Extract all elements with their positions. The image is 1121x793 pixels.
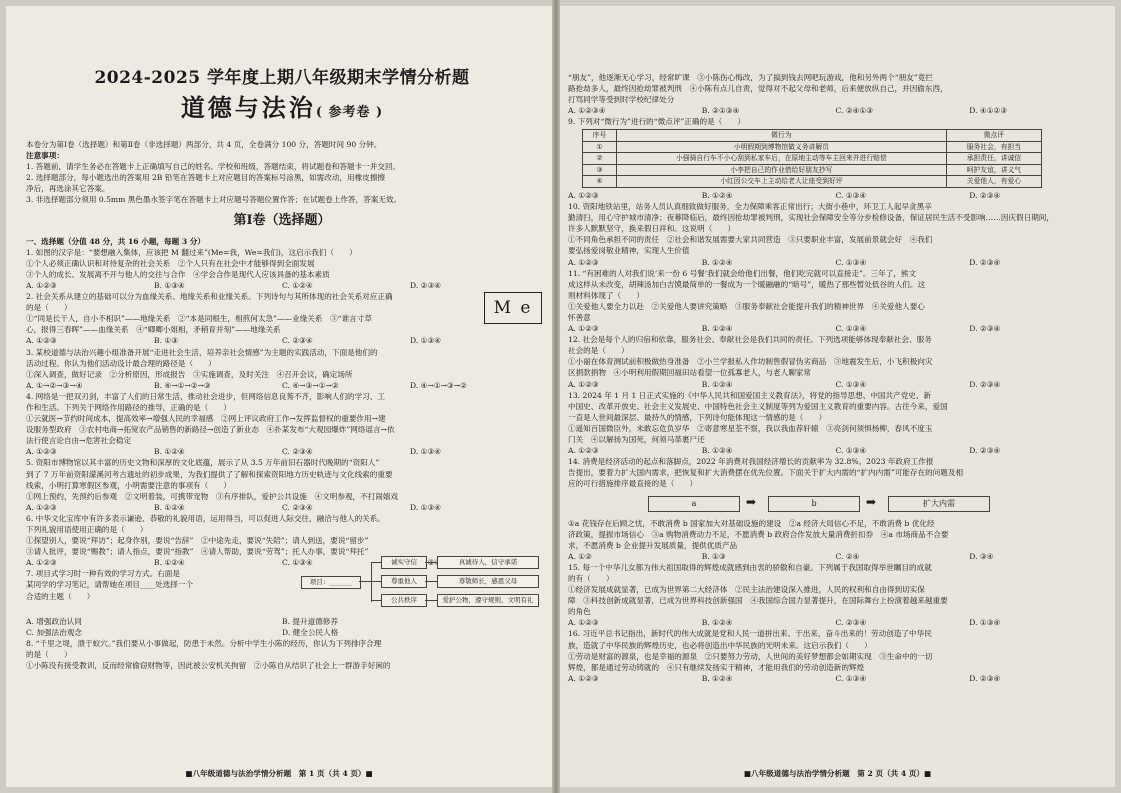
answer-option: B. ①②④ <box>701 618 733 628</box>
answer-option: C. ①③④ <box>835 379 867 389</box>
table-cell: ④ <box>583 176 617 188</box>
table-cell: ① <box>583 141 617 153</box>
question-text: 某同学的学习笔记，请帮她在项目____处选择一个 <box>26 580 194 590</box>
instruction-line: 3. 非选择题部分须用 0.5mm 黑色墨水签字笔在答题卡上对应题号答题位置作答；在试题卷上作答，答案无效。 <box>26 195 402 205</box>
answer-option: A. ①②③ <box>26 280 57 290</box>
question-text: 法行使言论自由→危害社会稳定 <box>26 436 132 446</box>
answer-option: C. ①③④ <box>282 558 313 568</box>
question-text: 路抢劫多人，最终因抢劫罪被判刑 ④小陈有点儿自责，觉得对不起父母和老师，后来便放纵自己，并因偷东西， <box>568 84 948 94</box>
table-cell: 服务社会，有担当 <box>946 141 1041 153</box>
table-cell: 关爱他人，有爱心 <box>946 176 1041 188</box>
page-footer-left: ■八年级道德与法治学情分析题 第 1 页（共 4 页）■ <box>185 769 373 778</box>
instruction-line: 本卷分为第Ⅰ卷（选择题）和第Ⅱ卷（非选择题）两部分，共 4 页，全卷满分 100 分，答题时间 90 分钟。 <box>26 140 382 149</box>
answer-option: B. ②①③④ <box>701 106 740 116</box>
answer-option: D. ②③④ <box>969 324 1001 334</box>
answer-option: A. ①② <box>568 551 592 561</box>
table-header: 微行为 <box>616 130 946 142</box>
answer-option: C. ②③④ <box>282 447 313 457</box>
answer-option: B. ④→①→②→③ <box>154 380 211 390</box>
answer-options <box>26 502 538 513</box>
answer-option: D. ④→①→③→② <box>410 380 467 390</box>
question-text: 16. 习近平总书记指出，新时代的伟大成就是党和人民一道拼出来、干出来，奋斗出来的！劳动创造了中华民 <box>568 629 932 639</box>
diagram-connector <box>371 581 381 582</box>
flow-box-a: a <box>648 496 740 512</box>
diagram-connector <box>425 562 437 563</box>
question-text: ①小陈没有接受教训，反而经常偷窃财物等，因此被公安机关拘留 ②小陈自从结识了社会上一群游手好闲的 <box>26 661 391 671</box>
question-text: 求，不愿消费 b 企业提升发展质量，提供优质产品 <box>568 540 738 550</box>
table-row <box>583 141 1042 153</box>
question-text: 社会的是（ ） <box>568 346 629 356</box>
answer-option: C. ①③④ <box>835 673 867 683</box>
question-text: ①关爱他人要全力以赴 ②关爱他人要讲究策略 ③服务奉献社会能提升我们的精神世界 ④关爱他人要心 <box>568 301 925 311</box>
study-notes-diagram <box>26 556 538 612</box>
answer-option: C. ①②④ <box>282 280 313 290</box>
answer-options <box>568 617 1103 628</box>
instruction-line: 2. 选择题部分，每小题选出的答案用 2B 铅笔在答题卡上对应题目的答案标号涂黑，如需改动，用橡皮擦擦 <box>26 173 386 183</box>
question-text: 族，造就了中华民族的辉煌历史，也必将创造出中华民族的光明未来。这启示我们（ ） <box>568 640 872 650</box>
flow-arrow-icon: ➡ <box>746 494 757 509</box>
answer-option: D. ②③④ <box>969 257 1001 267</box>
question-text: ①劳动是财富的源泉，也是幸福的源泉 ②只要努力劳动，人世间的美好梦想都会如期实现 ③生命中的一切 <box>568 651 933 661</box>
answer-option: A. ①②③ <box>568 324 599 334</box>
exam-title: 2024-2025 学年度上期八年级期末学情分析题 <box>94 68 470 88</box>
section-title: 第Ⅰ卷（选择题） <box>233 212 331 228</box>
answer-option: B. 提升道德修养 <box>282 616 338 626</box>
question-text: 障 ③科技创新成就显著，已成为世界科技创新强国 ④我国综合国力显著提升，在国际舞台上扮演着越来越重要 <box>568 596 948 606</box>
answer-option: A. ①→②→③→④ <box>26 380 83 390</box>
answer-option: B. ①③ <box>701 551 726 561</box>
answer-option: C. ①③④ <box>835 257 867 267</box>
table-cell: ② <box>583 153 617 165</box>
table-cell: 呵护友谊，讲义气 <box>946 164 1041 176</box>
question-text: 辉煌，都是通过劳动铸就的 ④只有继续发扬实干精神，才能用我们的劳动创造新的辉煌 <box>568 662 865 672</box>
question-text: ①遥知百国微臣外，未敢忘危负岁华 ②寄意寒星荃不察，我以我血荐轩辕 ③亮剑何须惧杨柳，春风不度玉 <box>568 423 933 433</box>
question-text: 的有（ ） <box>568 573 614 583</box>
answer-options <box>26 335 538 346</box>
diagram-topic-box: 诚实守信 <box>381 556 427 569</box>
question-text: 1. 如图的汉字是：“要想融入集体，应该把 M 翻过来”(Me=我，We=我们)，这启示我们（ ） <box>26 247 357 257</box>
answer-option: A. ①②③ <box>568 257 599 267</box>
table-cell: 小明假期到博物馆做义务讲解员 <box>616 141 946 153</box>
question-text: 济政策，提振市场信心 ③a 购物消费动力不足，不愿消费 b 政府合作发放大量消费折扣券 ④a 市场商品不合要 <box>568 529 949 539</box>
answer-option: A. ①②③ <box>568 379 599 389</box>
question-list-right-top <box>568 72 1103 127</box>
question-text: 告提出，要着力扩大国内需求，把恢复和扩大消费摆在优先位置。下面关于扩大内需的“扩内内需”可能存在的问题及相 <box>568 468 964 478</box>
question-text: 线索，小明打算寒假区参观，小明需要注意的事项有（ ） <box>26 480 232 490</box>
question-text: 的是（ ） <box>26 303 72 313</box>
answer-option: C. ②③④ <box>282 336 313 346</box>
diagram-topic-box: 尊重他人 <box>381 575 427 588</box>
question-text: ①网上预约，先预约后参观 ②文明着装，可携带宠物 ③有序排队，爱护公共设施 ④文明参观，不打闹嬉戏 <box>26 491 399 501</box>
question-text: 活动过程。你认为他们活动设计最合理的路径是（ ） <box>26 358 216 368</box>
instruction-line: 注意事项： <box>26 151 64 161</box>
diagram-connector <box>425 581 437 582</box>
exam-page-right <box>560 6 1115 787</box>
answer-options <box>568 551 1103 562</box>
question-text: ③个人的成长、发展离不开与他人的交往与合作 ④学会合作是现代人应该具备的基本素质 <box>26 269 330 279</box>
answer-option: C. ②④①③ <box>835 106 874 116</box>
question-text: 3. 某校道德与法治兴趣小组准备开展“走进社会生活，培养亲社会情感”为主题的实践活动，下面是他们的 <box>26 347 378 357</box>
question-text: 7. 项目式学习时一种有效的学习方式。右面是 <box>26 569 180 579</box>
diagram-topic-box: 公共秩序 <box>381 594 427 607</box>
table-cell: 小强骑自行车不小心刮到私家车后，在原地主动等车主回来并进行赔偿 <box>616 153 946 165</box>
answer-option: A. ①②③ <box>568 446 599 456</box>
question-text: ①云就医→节约时间成本，提高效率→增强人民的幸福感 ②网上评议政府工作→发挥监督权的重要作用→建 <box>26 414 386 424</box>
exam-page-left <box>6 6 552 787</box>
question-text: 9. 下列对“微行为”进行的“微点评”正确的是（ ） <box>568 117 746 127</box>
question-text: 中国史、改革开放史、社会主义发展史、中国特色社会主义制度等列为爱国主义教育的重要内容。古往今来，爱国 <box>568 401 948 411</box>
answer-option: A. ①②③ <box>568 618 599 628</box>
answer-options <box>568 105 1103 116</box>
answer-options <box>26 616 538 627</box>
question-text: ①经济发展成就显著，已成为世界第二大经济体 ②民主法治建设深入推进，人民的权利和自由得到切实保 <box>568 585 925 595</box>
question-text: ①深入调查，做好记录 ②分析原因，形成报告 ③实施调查，及时关注 ④召开会议，确定场所 <box>26 369 353 379</box>
answer-option: A. ①②③ <box>568 190 599 200</box>
table-header: 序号 <box>583 130 617 142</box>
table-cell: 小红因公交车上主动给老人让座受到好评 <box>616 176 946 188</box>
answer-option: ②③④ <box>420 558 442 568</box>
me-character-figure: M e <box>484 292 542 324</box>
question-list-left <box>26 247 538 671</box>
answer-option: B. ①②④ <box>154 558 185 568</box>
table-row <box>583 176 1042 188</box>
answer-options <box>568 257 1103 268</box>
diagram-connector <box>425 600 437 601</box>
question-text: 设服务型政府 ③农村电商→拓宽农产品销售的新路径→创造了新业态 ④扑某发布“大观园爆炸”网络谣言→依 <box>26 425 395 435</box>
question-text: 到了 7 万年前资阳濛溪河考古遗址的初步成果，为我们提供了了解和探索资阳地方历史轨迹与文化线索的重要 <box>26 469 393 479</box>
question-text: 作和生活。下列关于网络作用路径的推导，正确的是（ ） <box>26 402 232 412</box>
diagram-connector <box>371 562 372 602</box>
question-list-right-middle <box>568 190 1103 490</box>
micro-behavior-table <box>582 129 1042 188</box>
answer-options <box>568 445 1103 456</box>
answer-option: D. 健全公民人格 <box>282 627 339 637</box>
question-text: 心，报得三春晖”——血缘关系 ④“卿卿小姐相，矛稍育并刻”——地缘关系 <box>26 325 281 335</box>
exam-instructions <box>26 139 538 206</box>
answer-option: D. ③④ <box>969 551 994 561</box>
answer-option: D. ②③④ <box>969 379 1001 389</box>
answer-options <box>568 323 1103 334</box>
question-text: “朋友”，他逐渐无心学习，经常旷课 ③小陈伤心悔改，为了搞到钱去网吧玩游戏，他和另外两个“朋友”竟拦 <box>568 73 933 82</box>
question-text: ①a 花钱存在后顾之忧，不敢消费 b 国家加大对基础设施的建设 ②a 经济大局信心不足，不敢消费 b 优化经 <box>568 518 935 528</box>
answer-options <box>568 190 1103 201</box>
table-row <box>583 164 1042 176</box>
question-list-right-bottom <box>568 518 1103 684</box>
diagram-connector <box>371 562 381 563</box>
answer-option: C. ④→③→①→② <box>282 380 339 390</box>
answer-options <box>568 673 1103 684</box>
answer-option: B. ①②④ <box>154 502 185 512</box>
question-text: ①不同角色承担不同的责任 ②社会和谐发展需要大家共同营造 ③只要职业丰富，发展前景就会好 ④我们 <box>568 235 933 245</box>
answer-option: A. ①②③ <box>568 673 599 683</box>
answer-option: B. ①②④ <box>701 446 733 456</box>
answer-option: B. ①②④ <box>701 257 733 267</box>
answer-option: C. ②③④ <box>282 502 313 512</box>
question-text: 12. 社会是每个人的归宿和依靠，服务社会、奉献社会是我们共同的责任。下列选项能够体现奉献社会、服务 <box>568 335 932 345</box>
exam-version: ( 参考卷 ) <box>315 105 384 120</box>
question-text: ①“同是长干人，自小不相识”——地缘关系 ②“本是同根生，相煎何太急”——业缘关系 ③“谁言寸草 <box>26 314 372 324</box>
table-cell: 小李把自己的作业借给好朋友抄写 <box>616 164 946 176</box>
page-fold <box>552 0 560 793</box>
flow-arrow-icon: ➡ <box>866 494 877 509</box>
question-text: 一直是人世间最深层、最持久的情感，下列诗句能体现这一情感的是（ ） <box>568 412 827 422</box>
answer-options <box>568 379 1103 390</box>
question-text: 合适的主题（ ） <box>26 591 95 601</box>
exam-subject: 道德与法治( 参考卷 ) <box>180 93 384 122</box>
answer-options <box>26 627 538 638</box>
answer-option: A. ①②③ <box>26 336 57 346</box>
question-text: 区捐款捐物 ④小明利用假期回福田站看望一位孤寡老人，与老人聊家常 <box>568 368 811 378</box>
answer-options <box>26 280 538 291</box>
answer-option: B. ①③④ <box>154 280 185 290</box>
question-text: 的角色 <box>568 607 591 617</box>
question-text: 则材料体现了（ ） <box>568 290 644 300</box>
diagram-connector <box>359 581 371 582</box>
answer-option: A. 增强政治认同 <box>26 616 82 626</box>
answer-option: D. ①③④ <box>969 618 1001 628</box>
question-text: ①探望别人，要说“拜访”；起身作别，要说“告辞” ②中途先走，要说“失陪”；请人到送，要说“留步” <box>26 536 369 546</box>
answer-option: A. ①②③ <box>26 447 57 457</box>
diagram-connector <box>371 600 381 601</box>
question-text: 的是（ ） <box>26 649 72 659</box>
answer-option: D. ②③④ <box>969 446 1001 456</box>
question-text: 许多人默默坚守，换来假日祥和。这说明（ ） <box>568 224 736 234</box>
answer-option: B. ①③ <box>154 336 179 346</box>
answer-option: C. ①③④ <box>835 324 867 334</box>
answer-option: B. ①②④ <box>701 324 733 334</box>
question-text: 10. 资阳地铁站里，站务人员认真细致做好服务，全力保障乘客正常出行；大街小巷中，环卫工人起早贪黑辛 <box>568 202 932 212</box>
answer-option: D. ①③④ <box>410 447 442 457</box>
instruction-line: 1. 答题前，请学生务必在答题卡上正确填写自己的姓名、学校和班级，答题结束，将试题卷和答题卡一并交回。 <box>26 162 401 172</box>
question-text: 11. “有困难的人对我们说‘来一份 6 号餐’我们就会给他们出餐，他们吃完就可以直接走”。三年了，熊文 <box>568 268 917 278</box>
answer-options <box>26 380 538 391</box>
answer-option: B. ①②④ <box>154 447 185 457</box>
table-cell: ③ <box>583 164 617 176</box>
question-text: 门关 ④以解扬为国死，何须马革裹尸还 <box>568 435 705 445</box>
question-text: 应的可行措施排序最直接的是（ ） <box>568 479 698 489</box>
answer-option: C. ②④ <box>835 551 860 561</box>
flow-box-result: 扩大内需 <box>888 496 990 512</box>
part-heading: 一、选择题（分值 48 分，共 16 小题，每题 3 分） <box>26 236 205 246</box>
question-text: 打骂同学等受到时学校纪律处分 <box>568 95 675 105</box>
question-text: 5. 资阳市博物馆以其丰富的历史文物和深厚的文化底蕴，展示了从 3.5 万年前旧石器时代晚期的“资阳人” <box>26 458 380 468</box>
answer-option: C. ①③④ <box>835 446 867 456</box>
answer-option: A. ①②③ <box>26 558 57 568</box>
question-text: 要弘扬爱岗敬业精神，实现人生价值 <box>568 246 690 256</box>
answer-option: B. ①②④ <box>701 190 733 200</box>
diagram-detail-box: 尊敬师长，感恩父母 <box>437 575 539 588</box>
question-text: ①小丽在体育测试前积极做热身准备 ②小兰学报私人作坊制售假冒伪劣商品 ③地震发生后，小飞积极向灾 <box>568 357 933 367</box>
answer-option: B. ①②④ <box>701 379 733 389</box>
diagram-project-box: 项目：_______ <box>301 576 361 589</box>
question-text: 2. 社会关系从建立的基础可以分为血缘关系、地缘关系和业缘关系。下列诗句与其所体现的社会关系对应正确 <box>26 292 393 302</box>
answer-option: D. ②③④ <box>969 673 1001 683</box>
table-cell: 承担责任，讲诚信 <box>946 153 1041 165</box>
question-text: 怀善意 <box>568 313 591 322</box>
answer-option: D. ①③④ <box>410 502 442 512</box>
answer-option: D. ②③④ <box>969 190 1001 200</box>
answer-option: C. ②③④ <box>835 618 867 628</box>
question-text: 14. 消费是经济活动的起点和落脚点，2022 年消费对我国经济增长的贡献率为 32.8%。2023 年政府工作报 <box>568 457 934 467</box>
answer-option: D. ①③④ <box>410 336 442 346</box>
answer-option: C. 加强法治观念 <box>26 627 82 637</box>
question-text: ①个人必须正确认识和对待复杂的社会关系 ②个人只有在社会中才能够得到全面发展 <box>26 258 315 268</box>
question-text: 下列礼貌用语使用正确的是（ ） <box>26 525 148 534</box>
answer-option: A. ①②③④ <box>568 106 606 116</box>
question-text: 13. 2024 年 1 月 1 日正式实施的《中华人民共和国爱国主义教育法》，将党的指导思想、中国共产党史、新 <box>568 390 932 400</box>
diagram-detail-box: 真诚待人，信守承诺 <box>437 556 539 569</box>
answer-option: C. ①③④ <box>835 190 867 200</box>
instruction-line: 净后，再选涂其它答案。 <box>26 184 110 194</box>
question-text: ③请人批评，要说“赐教”；请人指点，要说“指教” ④请人帮助，要说“劳驾”；托人办事，要说“拜托” <box>26 547 369 557</box>
page-footer-right: ■八年级道德与法治学情分析题 第 2 页（共 4 页）■ <box>743 769 932 778</box>
answer-option: D. ④①②③ <box>969 106 1008 116</box>
table-row <box>583 153 1042 165</box>
answer-option: D. ②③④ <box>410 280 442 290</box>
question-text: 6. 中华文化宝库中有许多表示谦逊、恭敬的礼貌用语，运用得当，可以促进人际交往，融洽与他人的关系。 <box>26 513 385 523</box>
question-text: 成这样从未改变，胡辣汤加白吉馍最简单的一餐成为一个暖融融的“暗号”，暖热了那些暂处低谷的人们。这 <box>568 279 926 289</box>
answer-option: B. ①②④ <box>701 673 733 683</box>
question-text: 4. 网络是一把双刃剑，丰富了人们的日常生活，推动社会进步，但网络信息良莠不齐，影响人们的学习、工 <box>26 391 385 401</box>
question-text: 15. 每一个中华儿女都为伟大祖国取得的辉煌成就感到由衷的骄傲和自豪。下列属于我国取得举世瞩目的成就 <box>568 562 932 572</box>
flow-box-b: b <box>768 496 860 512</box>
diagram-detail-box: 爱护公物，遵守规则，文明有礼 <box>437 594 539 607</box>
answer-option: A. ①②③ <box>26 502 57 512</box>
question-text: 勤清扫，用心守护城市清净；夜幕降临后，最终因抢劫罪被判刑，实现社会保障安全等分步检修设备，保证居民生活不受影响……因庆假日期间， <box>568 213 1054 223</box>
demand-flow-diagram <box>568 492 1103 516</box>
answer-options <box>26 446 538 457</box>
question-text: 8. “千里之堤，溃于蚁穴。”我们要从小事做起，防患于未然。分析中学生小陈的经历，你认为下列排序合理 <box>26 638 382 648</box>
table-header: 微点评 <box>946 130 1041 142</box>
